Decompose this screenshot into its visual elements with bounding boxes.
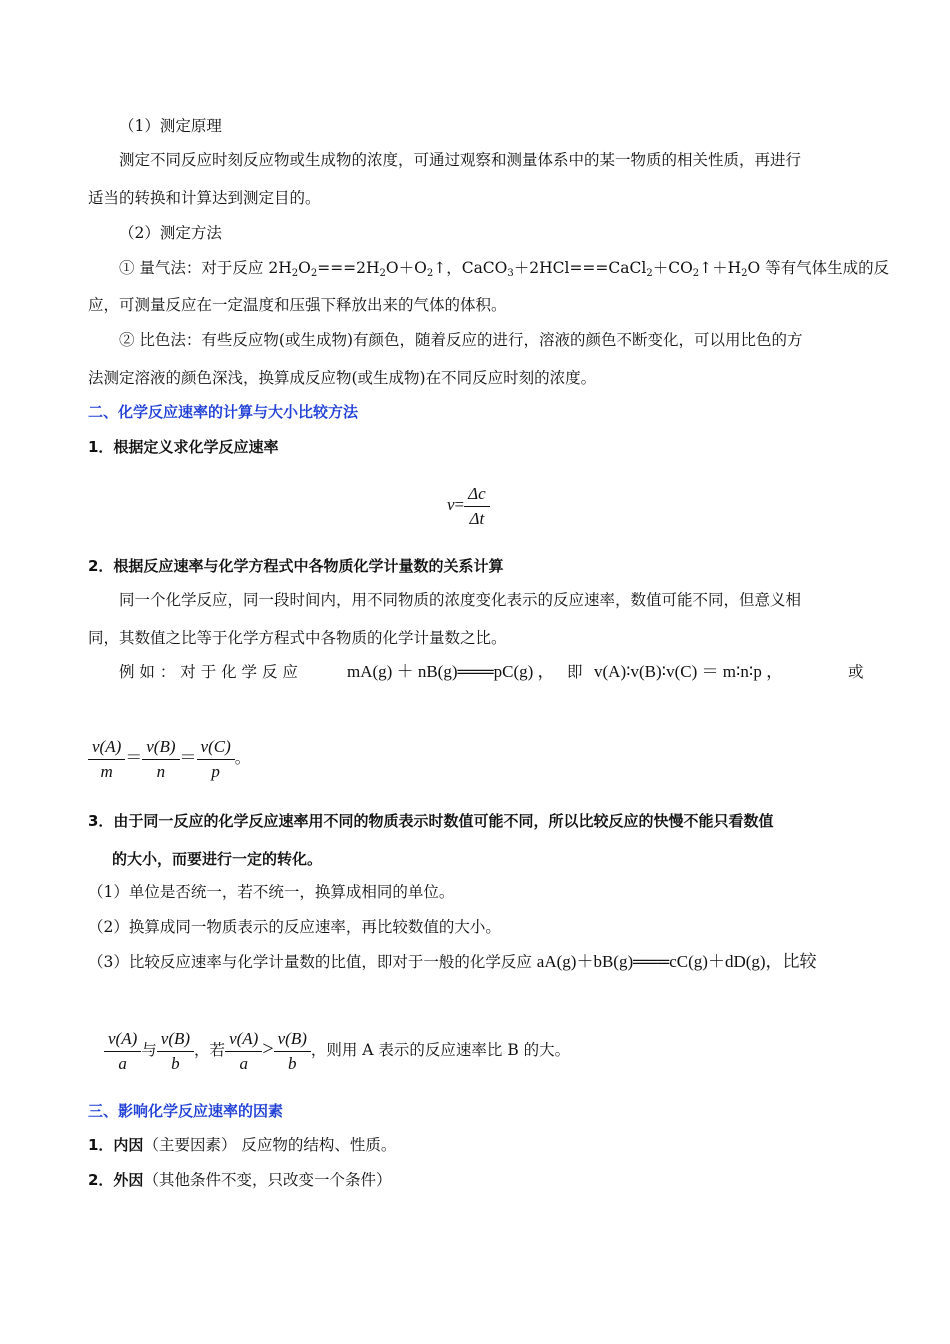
s2-item3-title-line2: 的大小，而要进行一定的转化。 bbox=[112, 850, 323, 868]
s2-item2-text-line2: 同，其数值之比等于化学方程式中各物质的化学计量数之比。 bbox=[88, 629, 507, 647]
rate-definition-formula: v= $\frac{\Delta c}{\Delta t}$ bbox=[447, 480, 490, 531]
s2-item2-title: 2．根据反应速率与化学方程式中各物质化学计量数的关系计算 bbox=[88, 557, 504, 575]
s3-item2: 2．外因（其他条件不变，只改变一个条件） bbox=[88, 1171, 392, 1189]
ratio-frac-c: $\frac{v(C)}{p}$ bbox=[197, 735, 235, 784]
s2-item3-title-line1: 3．由于同一反应的化学反应速率用不同的物质表示时数值可能不同，所以比较反应的快慢不能只看数值 bbox=[88, 812, 774, 830]
method-gas-line2: 应，可测量反应在一定温度和压强下释放出来的气体的体积。 bbox=[88, 296, 507, 314]
example-or: 或 bbox=[848, 663, 864, 681]
ratio-equality: $\frac{v(A)}{m}$ ＝ $\frac{v(B)}{n}$ ＝ $\frac{v(C)}{p}$ 。 bbox=[88, 733, 250, 784]
method-title: （2）测定方法 bbox=[119, 224, 222, 242]
compare-frac-1: $\frac{v(A)}{a}$ bbox=[104, 1027, 141, 1076]
compare-frac-4: $\frac{v(B)}{b}$ bbox=[274, 1027, 311, 1076]
compare-expression: $\frac{v(A)}{a}$ 与 $\frac{v(B)}{b}$ ，若 $\frac{v(A)}{a}$ > $\frac{v(B)}{b}$ ，则用 A 表示的反应速率比 B 的大。 bbox=[104, 1024, 570, 1076]
ratio-frac-b: $\frac{v(B)}{n}$ bbox=[142, 735, 179, 784]
example-ratio: v(A)∶v(B)∶v(C) ＝ m∶n∶p ， bbox=[594, 662, 784, 681]
compare-frac-3: $\frac{v(A)}{a}$ bbox=[225, 1027, 262, 1076]
principle-text-line1: 测定不同反应时刻反应物或生成物的浓度，可通过观察和测量体系中的某一物质的相关性质，再进行 bbox=[119, 151, 802, 169]
s2-item3-sub1: （1）单位是否统一，若不统一，换算成相同的单位。 bbox=[88, 883, 455, 901]
principle-title: （1）测定原理 bbox=[119, 117, 222, 135]
example-prefix: 例 如 ： 对 于 化 学 反 应 bbox=[119, 663, 298, 681]
section3-heading: 三、影响化学反应速率的因素 bbox=[88, 1102, 284, 1120]
section2-heading: 二、化学反应速率的计算与大小比较方法 bbox=[88, 403, 359, 421]
compare-frac-2: $\frac{v(B)}{b}$ bbox=[157, 1027, 194, 1076]
example-equation: mA(g) ＋ nB(g)═══pC(g) ， bbox=[347, 662, 555, 681]
s2-item1-title: 1．根据定义求化学反应速率 bbox=[88, 438, 279, 456]
method-color-line1: ② 比色法：有些反应物(或生成物)有颜色，随着反应的进行，溶液的颜色不断变化，可以用比色的方 bbox=[119, 331, 803, 349]
ratio-frac-a: $\frac{v(A)}{m}$ bbox=[88, 735, 125, 784]
s3-item1: 1．内因（主要因素） 反应物的结构、性质。 bbox=[88, 1136, 397, 1154]
example-ji: 即 bbox=[567, 663, 583, 681]
s2-item2-text-line1: 同一个化学反应，同一段时间内，用不同物质的浓度变化表示的反应速率，数值可能不同，但意义相 bbox=[119, 591, 802, 609]
method-gas-line1: ① 量气法：对于反应 $2H_2O_2===2H_2O+O_2↑$，$CaCO_3+2HCl===CaCl_2+CO_2↑+H_2O$ 等有气体生成的反 bbox=[119, 259, 890, 279]
s2-item3-sub3: （3）比较反应速率与化学计量数的比值，即对于一般的化学反应 aA(g)＋bB(g)═══cC(g)＋dD(g)，比较 bbox=[88, 952, 817, 971]
principle-text-line2: 适当的转换和计算达到测定目的。 bbox=[88, 189, 321, 207]
method-color-line2: 法测定溶液的颜色深浅，换算成反应物(或生成物)在不同反应时刻的浓度。 bbox=[88, 369, 597, 387]
s2-item3-sub2: （2）换算成同一物质表示的反应速率，再比较数值的大小。 bbox=[88, 918, 501, 936]
